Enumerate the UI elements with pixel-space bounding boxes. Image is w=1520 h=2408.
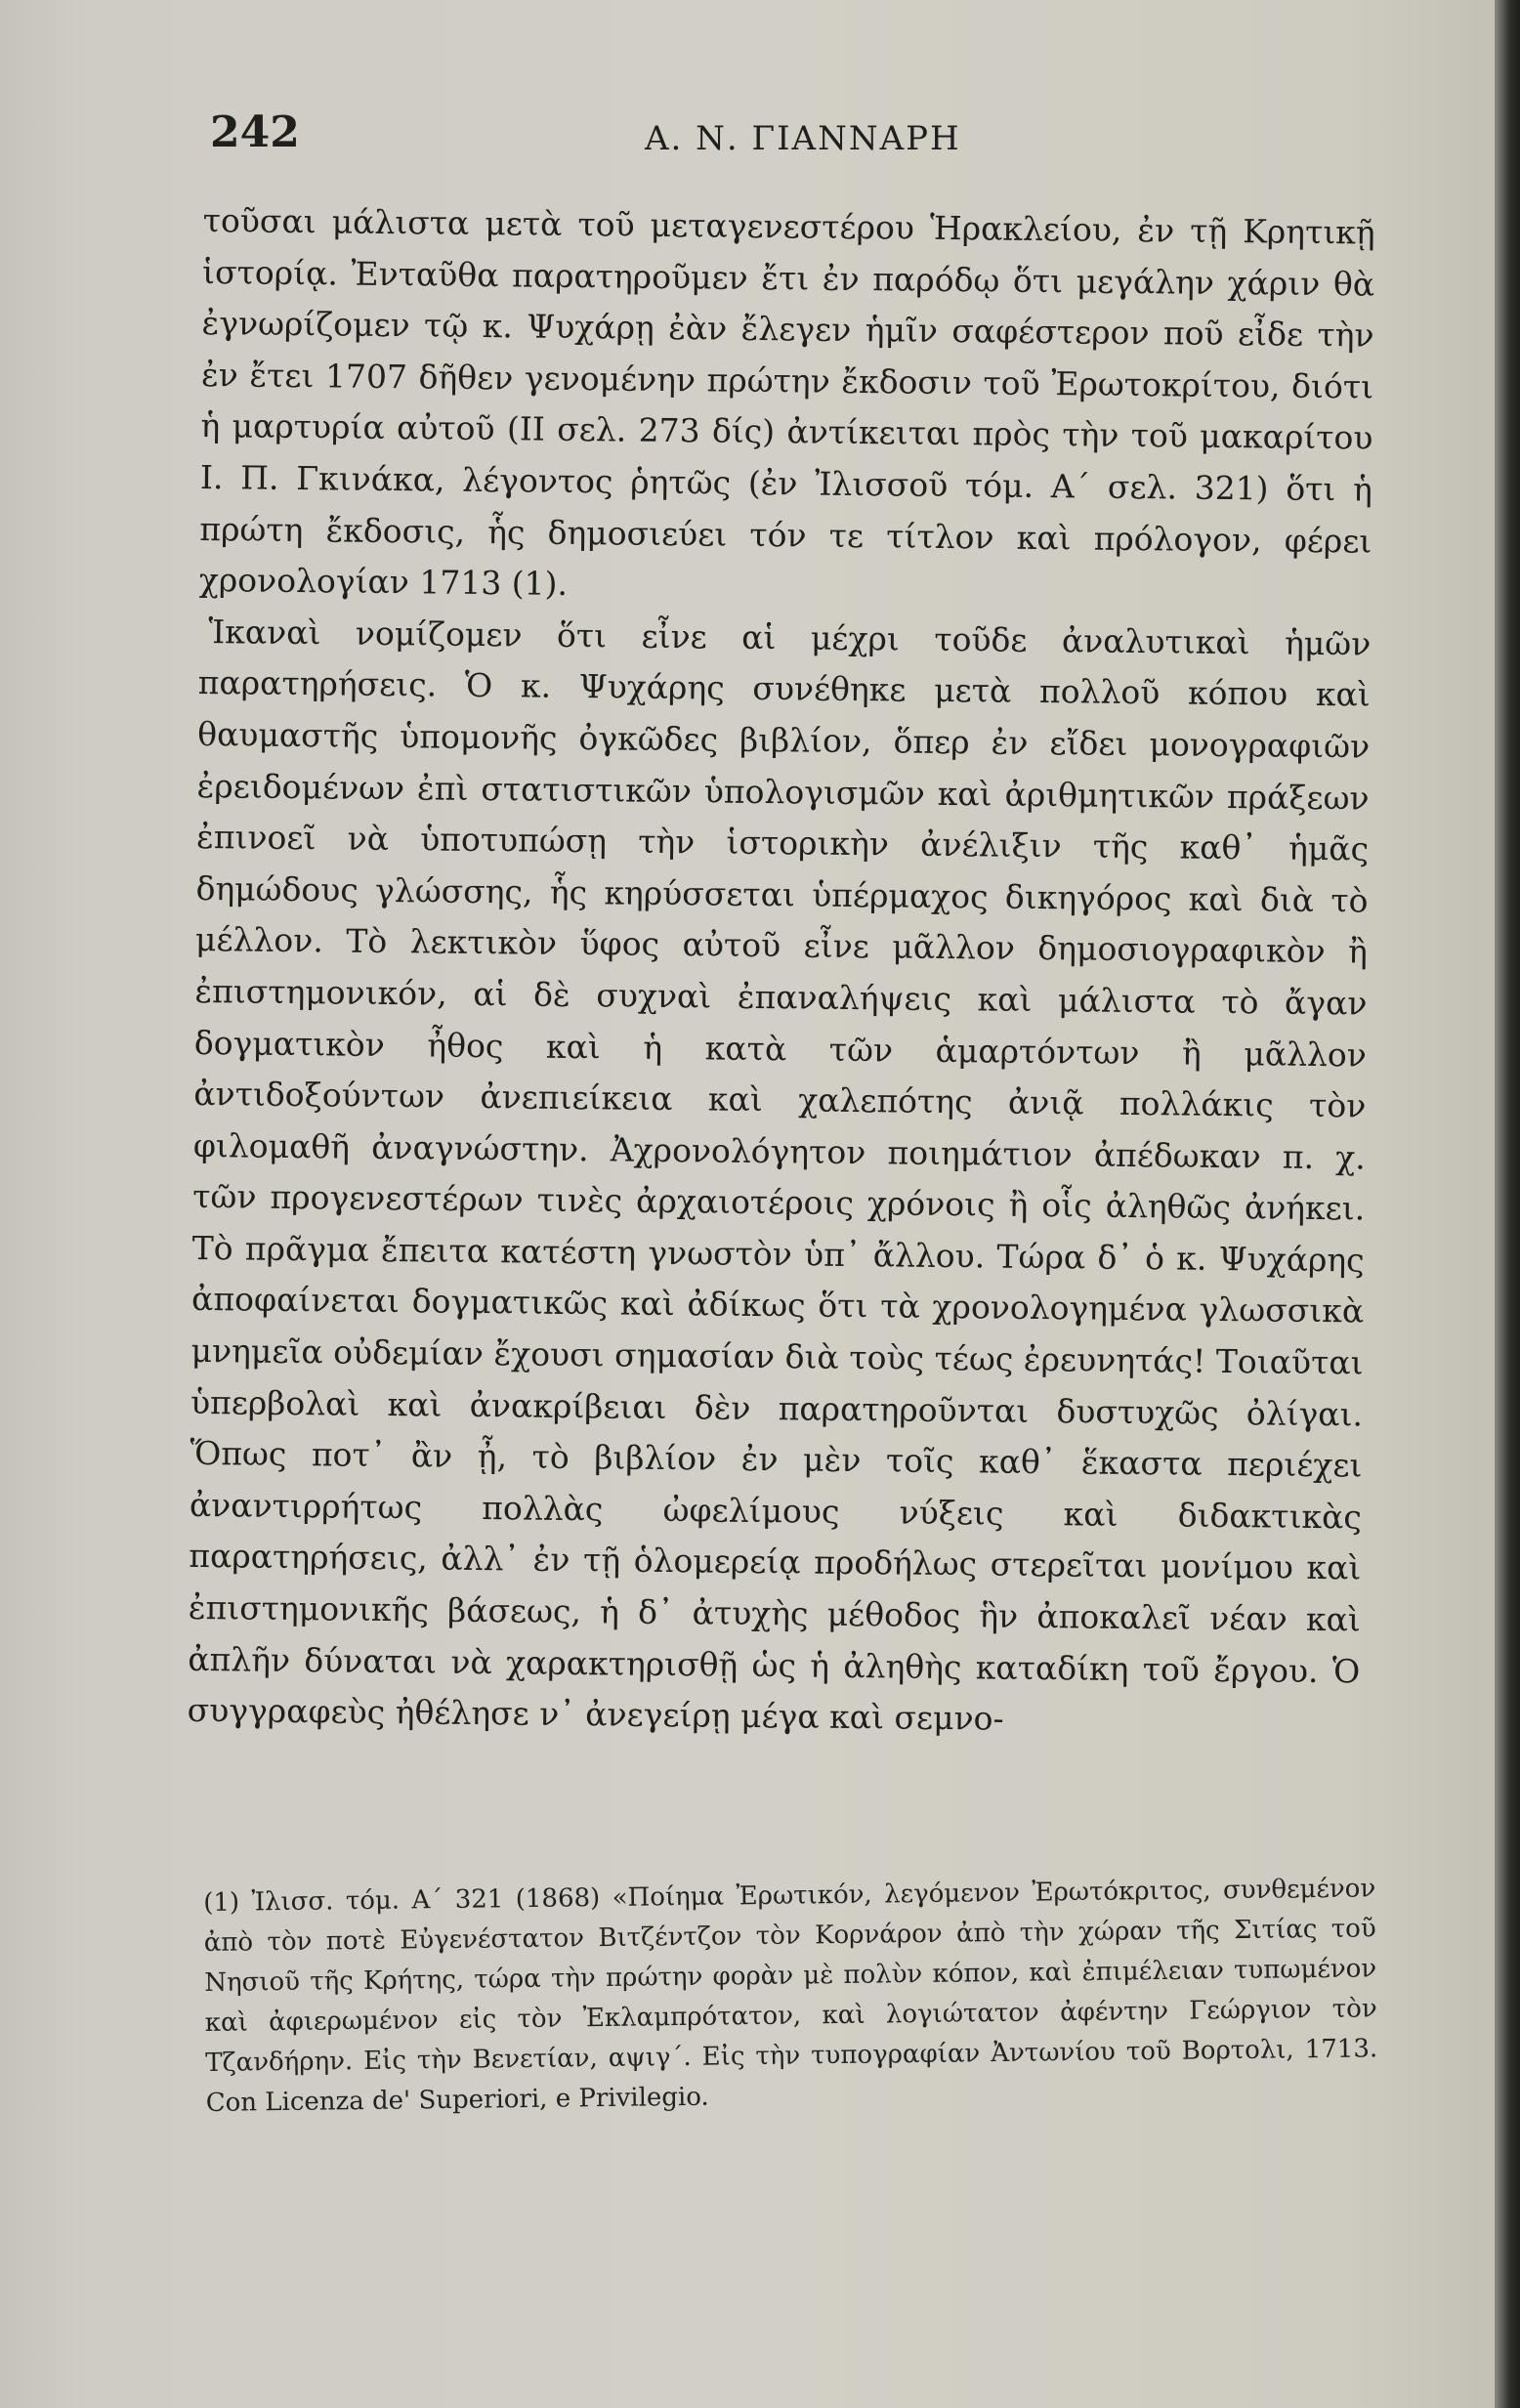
footnote — [203, 1869, 1378, 2124]
footnote-text: (1) Ἰλισσ. τόμ. Α΄ 321 (1868) «Ποίημα Ἐρωτικόν, λεγόμενον Ἐρωτόκριτος, συνθεμένον ἀπὸ τὸν ποτὲ Εὐγενέστατον Βιτζέντζον τὸν Κορνάρον ἀπὸ τὴν χώραν τῆς Σιτίας τοῦ Νησιοῦ τῆς Κρήτης, τώρα τὴν πρώτην φορὰν μὲ πολὺν κόπον, καὶ ἐπιμέλειαν τυπωμένον καὶ ἀφιερωμένον εἰς τὸν Ἐκλαμπρότατον, καὶ λογιώτατον ἀφέντην Γεώργιον τὸν Τζανδήρην. Εἰς τὴν Βενετίαν, αψιγ΄. Εἰς τὴν τυπογραφίαν Ἀντωνίου τοῦ Βορτολι, 1713. Con Licenza de' Superiori, e Privilegio. — [203, 1874, 1378, 2118]
running-head: Α. Ν. ΓΙΑΝΝΑΡΗ — [645, 119, 961, 158]
paragraph-2: Ἱκαναὶ νομίζομεν ὅτι εἶνε αἱ μέχρι τοῦδε ἀναλυτικαὶ ἡμῶν παρατηρήσεις. Ὁ κ. Ψυχάρης συνέθηκε μετὰ πολλοῦ κόπου καὶ θαυμαστῆς ὑπομονῆς ὀγκῶδες βιβλίον, ὅπερ ἐν εἴδει μονογραφιῶν ἐρειδομένων ἐπὶ στατιστικῶν ὑπολογισμῶν καὶ ἀριθμητικῶν πράξεων ἐπινοεῖ νὰ ὑποτυπώσῃ τὴν ἱστορικὴν ἀνέλιξιν τῆς καθ᾽ ἡμᾶς δημώδους γλώσσης, ἧς κηρύσσεται ὑπέρμαχος δικηγόρος καὶ διὰ τὸ μέλλον. Τὸ λεκτικὸν ὕφος αὐτοῦ εἶνε μᾶλλον δημοσιογραφικὸν ἢ ἐπιστημονικόν, αἱ δὲ συχναὶ ἐπαναλήψεις καὶ μάλιστα τὸ ἄγαν δογματικὸν ἦθος καὶ ἡ κατὰ τῶν ἁμαρτόντων ἢ μᾶλλον ἀντιδοξούντων ἀνεπιείκεια καὶ χαλεπότης ἀνιᾷ πολλάκις τὸν φιλομαθῆ ἀναγνώστην. Ἀχρονολόγητον ποιημάτιον ἀπέδωκαν π. χ. τῶν προγενεστέρων τινὲς ἀρχαιοτέροις χρόνοις ἢ οἷς ἀληθῶς ἀνήκει. Τὸ πρᾶγμα ἔπειτα κατέστη γνωστὸν ὑπ᾽ ἄλλου. Τώρα δ᾽ ὁ κ. Ψυχάρης ἀποφαίνεται δογματικῶς καὶ ἀδίκως ὅτι τὰ χρονολογημένα γλωσσικὰ μνημεῖα οὐδεμίαν ἔχουσι σημασίαν διὰ τοὺς τέως ἐρευνητάς! Τοιαῦται ὑπερβολαὶ καὶ ἀνακρίβειαι δὲν παρατηροῦνται δυστυχῶς ὀλίγαι. Ὅπως ποτ᾽ ἂν ᾖ, τὸ βιβλίον ἐν μὲν τοῖς καθ᾽ ἕκαστα περιέχει ἀναντιρρήτως πολλὰς ὠφελίμους νύξεις καὶ διδακτικὰς παρατηρήσεις, ἀλλ᾽ ἐν τῇ ὁλομερείᾳ προδήλως στερεῖται μονίμου καὶ ἐπιστημονικῆς βάσεως, ἡ δ᾽ ἀτυχὴς μέθοδος ἣν ἀποκαλεῖ νέαν καὶ ἀπλῆν δύναται νὰ χαρακτηρισθῇ ὡς ἡ ἀληθὴς καταδίκη τοῦ ἔργου. Ὁ συγγραφεὺς ἠθέλησε ν᾽ ἀνεγείρῃ μέγα καὶ σεμνο- — [187, 612, 1372, 1738]
paragraph-1: τοῦσαι μάλιστα μετὰ τοῦ μεταγενεστέρου Ἡρακλείου, ἐν τῇ Κρητικῇ ἱστορίᾳ. Ἐνταῦθα παρατηροῦμεν ἔτι ἐν παρόδῳ ὅτι μεγάλην χάριν θὰ ἐγνωρίζομεν τῷ κ. Ψυχάρῃ ἐὰν ἔλεγεν ἡμῖν σαφέστερον ποῦ εἶδε τὴν ἐν ἔτει 1707 δῆθεν γενομένην πρώτην ἔκδοσιν τοῦ Ἐρωτοκρίτου, διότι ἡ μαρτυρία αὐτοῦ (ΙΙ σελ. 273 δίς) ἀντίκειται πρὸς τὴν τοῦ μακαρίτου Ι. Π. Γκινάκα, λέγοντος ῥητῶς (ἐν Ἰλισσοῦ τόμ. Α΄ σελ. 321) ὅτι ἡ πρώτη ἔκδοσις, ἧς δημοσιεύει τόν τε τίτλον καὶ πρόλογον, φέρει χρονολογίαν 1713 (1). — [198, 200, 1375, 604]
page-header — [0, 98, 1495, 176]
binding-edge — [1495, 0, 1520, 2408]
main-text — [187, 195, 1374, 1749]
page-number: 242 — [210, 107, 300, 157]
